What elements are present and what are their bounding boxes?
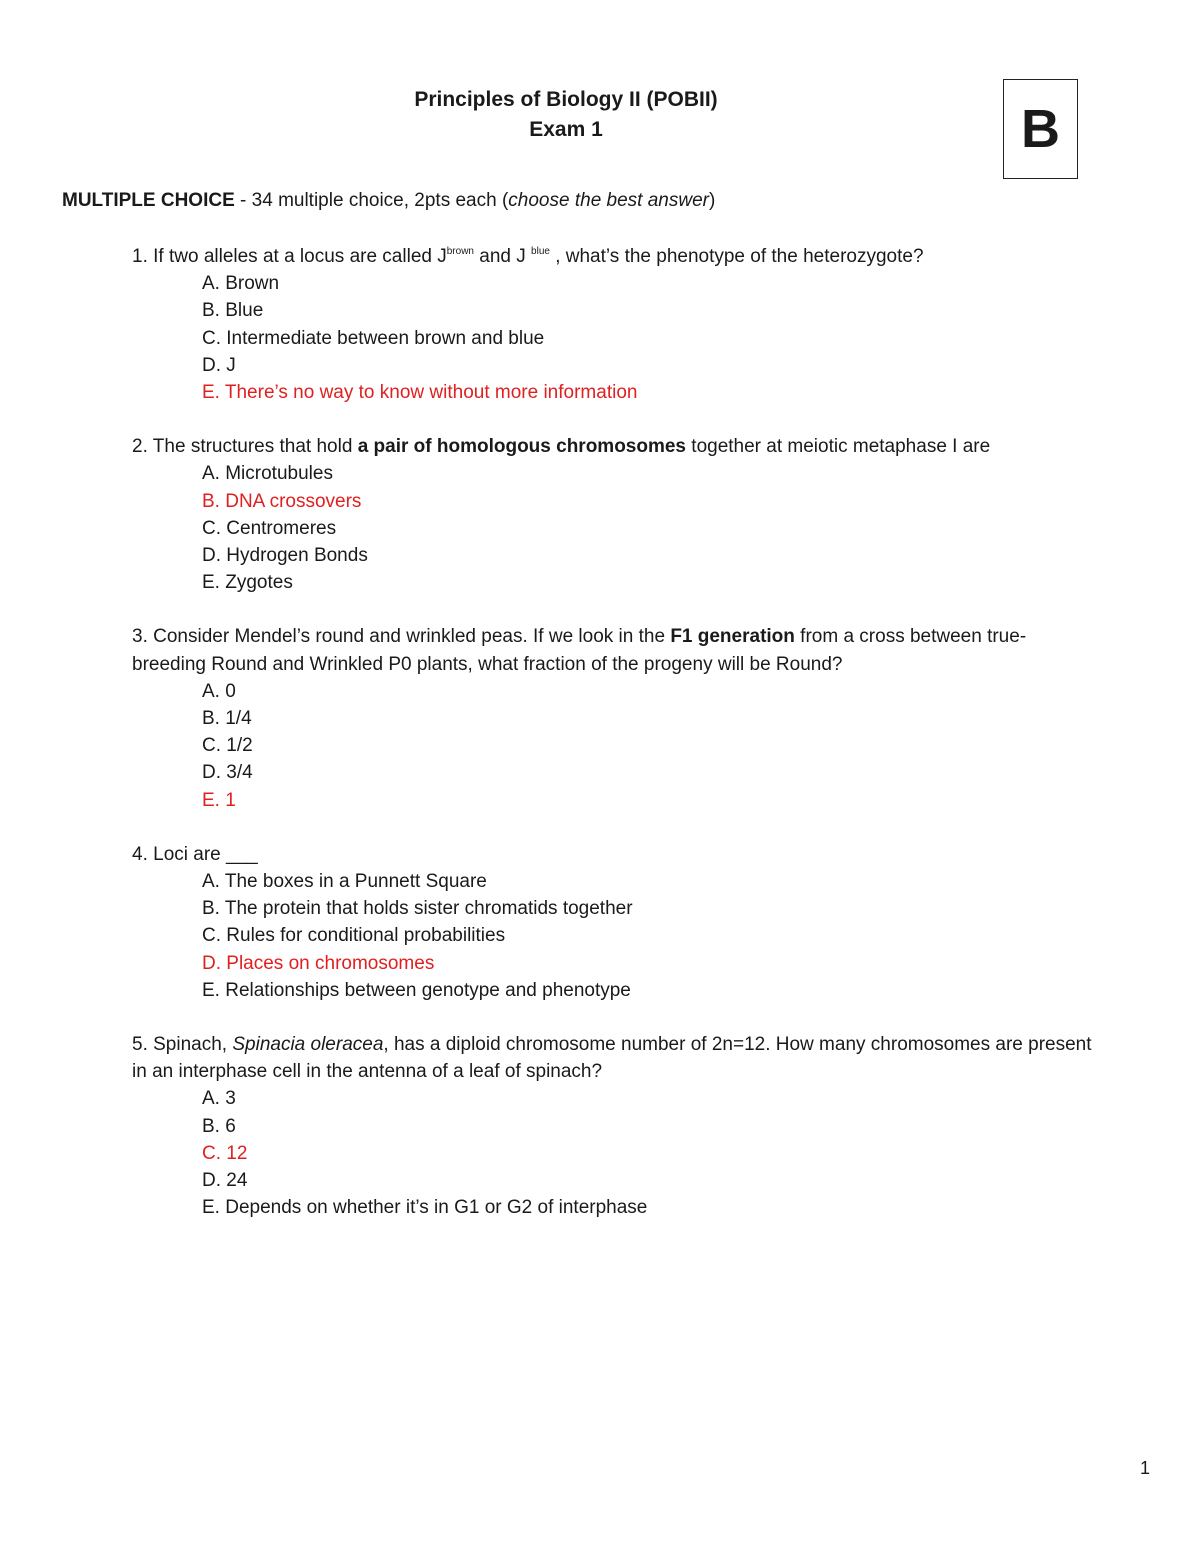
answer-option-correct: E. 1 [202, 789, 236, 811]
question-5 [132, 1031, 1092, 1221]
answer-option: A. 0 [202, 680, 236, 702]
question-3 [132, 623, 1092, 813]
answer-option: E. Zygotes [202, 572, 293, 594]
answer-option: C. Centromeres [202, 517, 337, 539]
question-text-part: together at meiotic metaphase I are [686, 436, 991, 458]
instructions-emphasis: choose the best answer [508, 190, 709, 211]
question-number: 4. [132, 843, 148, 865]
allele-superscript-blue: blue [531, 246, 550, 257]
answer-option-correct: D. Places on chromosomes [202, 952, 435, 974]
question-text-part: The structures that hold [147, 436, 358, 458]
page-number: 1 [1140, 1458, 1151, 1478]
question-text-part: , what’s the phenotype of the heterozygote? [549, 246, 924, 267]
question-2 [132, 433, 1092, 596]
species-name: Spinacia oleracea [232, 1034, 384, 1056]
answer-option: D. J [202, 354, 236, 376]
answer-option-correct: E. There’s no way to know without more information [202, 382, 638, 404]
instructions-detail: 34 multiple choice, 2pts each ( [251, 190, 509, 211]
answer-option: D. 3/4 [202, 762, 253, 784]
question-number: 1. [132, 246, 148, 267]
exam-version-box: B [1003, 79, 1078, 179]
page-title: Principles of Biology II (POBII) [414, 88, 718, 111]
answer-option-correct: C. 12 [202, 1142, 248, 1164]
instructions-dash: - [234, 190, 252, 211]
answer-option: D. 24 [202, 1170, 248, 1192]
answer-option: C. Intermediate between brown and blue [202, 327, 545, 349]
answer-options [132, 270, 1092, 406]
answer-option: A. Brown [202, 273, 280, 295]
answer-option-correct: B. DNA crossovers [202, 490, 362, 512]
answer-option: A. 3 [202, 1088, 236, 1110]
answer-option: B. The protein that holds sister chromatids together [202, 898, 633, 920]
allele-superscript-brown: brown [446, 246, 474, 257]
question-text [132, 841, 1092, 868]
answer-option: E. Depends on whether it’s in G1 or G2 of interphase [202, 1197, 648, 1219]
answer-options [132, 460, 1092, 596]
answer-option: B. Blue [202, 300, 264, 322]
question-1 [132, 243, 1092, 406]
question-bold-term: F1 generation [670, 626, 795, 648]
question-text-part: and J [473, 246, 532, 267]
answer-option: C. Rules for conditional probabilities [202, 925, 506, 947]
question-number: 2. [132, 436, 148, 458]
question-text-part: Spinach, [147, 1034, 233, 1056]
question-list [132, 243, 1092, 1249]
answer-option: C. 1/2 [202, 735, 253, 757]
answer-option: B. 1/4 [202, 708, 252, 730]
question-number: 3. [132, 626, 148, 648]
answer-options [132, 678, 1092, 814]
question-bold-term: a pair of homologous chromosomes [357, 436, 687, 458]
question-text [132, 623, 1092, 677]
section-heading: MULTIPLE CHOICE [62, 190, 235, 211]
question-text [132, 243, 1092, 270]
question-number: 5. [132, 1034, 148, 1056]
question-text-part: from a cross between true-breeding Round and Wrinkled P0 plants, what fraction of the progeny will be Round? [132, 626, 1027, 675]
question-4 [132, 841, 1092, 1004]
question-text-part: Loci are ___ [147, 843, 258, 865]
answer-option: E. Relationships between genotype and phenotype [202, 979, 631, 1001]
question-text [132, 1031, 1092, 1085]
answer-option: B. 6 [202, 1115, 236, 1137]
answer-option: A. Microtubules [202, 463, 333, 485]
answer-options [132, 1085, 1092, 1221]
question-text-part: If two alleles at a locus are called J [147, 246, 447, 267]
exam-title: Exam 1 [529, 118, 603, 141]
instructions-close: ) [708, 190, 716, 211]
answer-options [132, 868, 1092, 1004]
question-text [132, 433, 1092, 460]
answer-option: D. Hydrogen Bonds [202, 545, 368, 567]
answer-option: A. The boxes in a Punnett Square [202, 871, 487, 893]
question-text-part: Consider Mendel’s round and wrinkled peas. If we look in the [147, 626, 671, 648]
question-text-part: , has a diploid chromosome number of 2n=12. How many chromosomes are present in an interphase cell in the antenna of a leaf of spinach? [132, 1034, 1092, 1083]
section-instructions [62, 190, 715, 212]
